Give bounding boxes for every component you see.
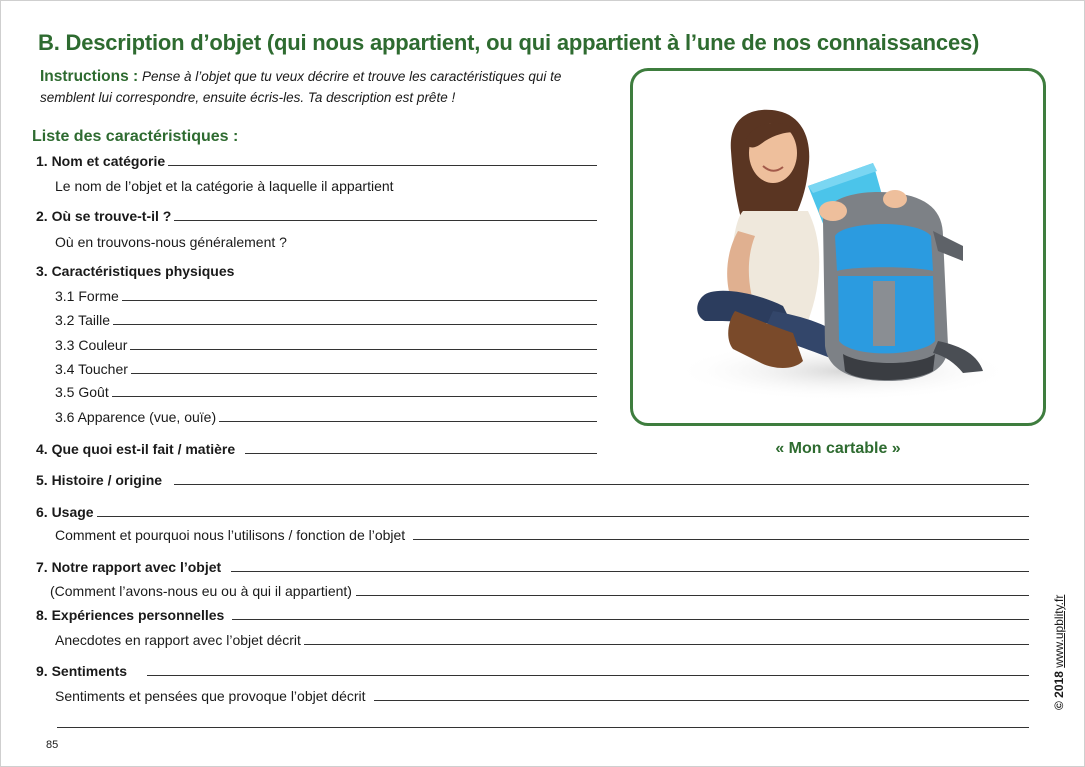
answer-line[interactable] <box>122 299 597 301</box>
field-gout[interactable] <box>55 384 597 400</box>
item-label: 3.1 Forme <box>55 288 119 304</box>
field-nom-categorie[interactable] <box>36 153 597 169</box>
field-ou-se-trouve[interactable] <box>36 208 597 224</box>
item-label: 1. Nom et catégorie <box>36 153 166 169</box>
field-experiences-detail[interactable] <box>55 632 1029 648</box>
item-sub: Anecdotes en rapport avec l’objet décrit <box>55 632 301 648</box>
answer-line[interactable] <box>356 594 1029 596</box>
answer-line[interactable] <box>97 515 1029 517</box>
item-label: 5. Histoire / origine <box>36 472 163 488</box>
item-label: 6. Usage <box>36 504 94 520</box>
instructions-text: Pense à l’objet que tu veux décrire et trouve les caractéristiques qui te semblent lui correspondre, ensuite écris-les. Ta description est prête ! <box>40 69 562 105</box>
instructions <box>40 66 600 108</box>
answer-line[interactable] <box>113 323 597 325</box>
field-sentiments[interactable] <box>36 663 1029 679</box>
answer-line[interactable] <box>304 643 1029 645</box>
answer-line[interactable] <box>130 348 597 350</box>
answer-line[interactable] <box>231 570 1029 572</box>
field-matiere[interactable] <box>36 441 597 457</box>
photo-frame <box>630 68 1046 426</box>
item-label: 3.4 Toucher <box>55 361 128 377</box>
field-taille[interactable] <box>55 312 597 328</box>
item-sub: (Comment l’avons-nous eu ou à qui il appartient) <box>50 583 352 599</box>
item-label: 7. Notre rapport avec l’objet <box>36 559 222 575</box>
field-usage[interactable] <box>36 504 1029 520</box>
answer-line[interactable] <box>147 674 1029 676</box>
answer-line[interactable] <box>168 164 597 166</box>
list-heading: Liste des caractéristiques : <box>32 128 239 145</box>
field-sentiments-detail[interactable] <box>55 688 1029 704</box>
item-label: 3. Caractéristiques physiques <box>36 263 235 279</box>
field-experiences[interactable] <box>36 607 1029 623</box>
page-title: B. Description d’objet (qui nous appartient, ou qui appartient à l’une de nos connaissances) <box>38 30 980 55</box>
instructions-label: Instructions : <box>40 68 139 85</box>
field-apparence[interactable] <box>55 409 597 425</box>
copyright-symbol: © 2018 <box>1052 671 1066 710</box>
field-toucher[interactable] <box>55 361 597 377</box>
answer-line[interactable] <box>232 618 1029 620</box>
item-sub: Où en trouvons-nous généralement ? <box>55 234 287 250</box>
answer-line[interactable] <box>131 372 597 374</box>
answer-line[interactable] <box>219 420 597 422</box>
copyright-notice <box>1052 595 1066 710</box>
answer-line[interactable] <box>57 727 1029 728</box>
answer-line[interactable] <box>374 699 1029 701</box>
item-label: 4. Que quoi est-il fait / matière <box>36 441 236 457</box>
field-rapport[interactable] <box>36 559 1029 575</box>
photo-caption: « Mon cartable » <box>775 440 901 457</box>
item-label: 3.6 Apparence (vue, ouïe) <box>55 409 217 425</box>
field-histoire[interactable] <box>36 472 1029 488</box>
answer-line[interactable] <box>112 395 597 397</box>
item-label: 3.3 Couleur <box>55 337 128 353</box>
item-label: 3.5 Goût <box>55 384 109 400</box>
field-couleur[interactable] <box>55 337 597 353</box>
answer-line[interactable] <box>245 452 597 454</box>
item-label: 3.2 Taille <box>55 312 111 328</box>
item-sub: Le nom de l’objet et la catégorie à laquelle il appartient <box>55 178 394 194</box>
item-label: 8. Expériences personnelles <box>36 607 225 623</box>
answer-line[interactable] <box>174 483 1029 485</box>
item-label: 9. Sentiments <box>36 663 128 679</box>
item-sub: Sentiments et pensées que provoque l’objet décrit <box>55 688 366 704</box>
website-link[interactable]: www.upblity.fr <box>1052 594 1066 668</box>
answer-line[interactable] <box>174 219 597 221</box>
item-sub: Comment et pourquoi nous l’utilisons / fonction de l’objet <box>55 527 406 543</box>
answer-line[interactable] <box>413 538 1029 540</box>
field-forme[interactable] <box>55 288 597 304</box>
girl-with-backpack-illustration <box>633 71 1043 423</box>
field-usage-detail[interactable] <box>55 527 1029 543</box>
page-number: 85 <box>46 739 59 751</box>
item-label: 2. Où se trouve-t-il ? <box>36 208 172 224</box>
field-rapport-detail[interactable] <box>50 583 1029 599</box>
